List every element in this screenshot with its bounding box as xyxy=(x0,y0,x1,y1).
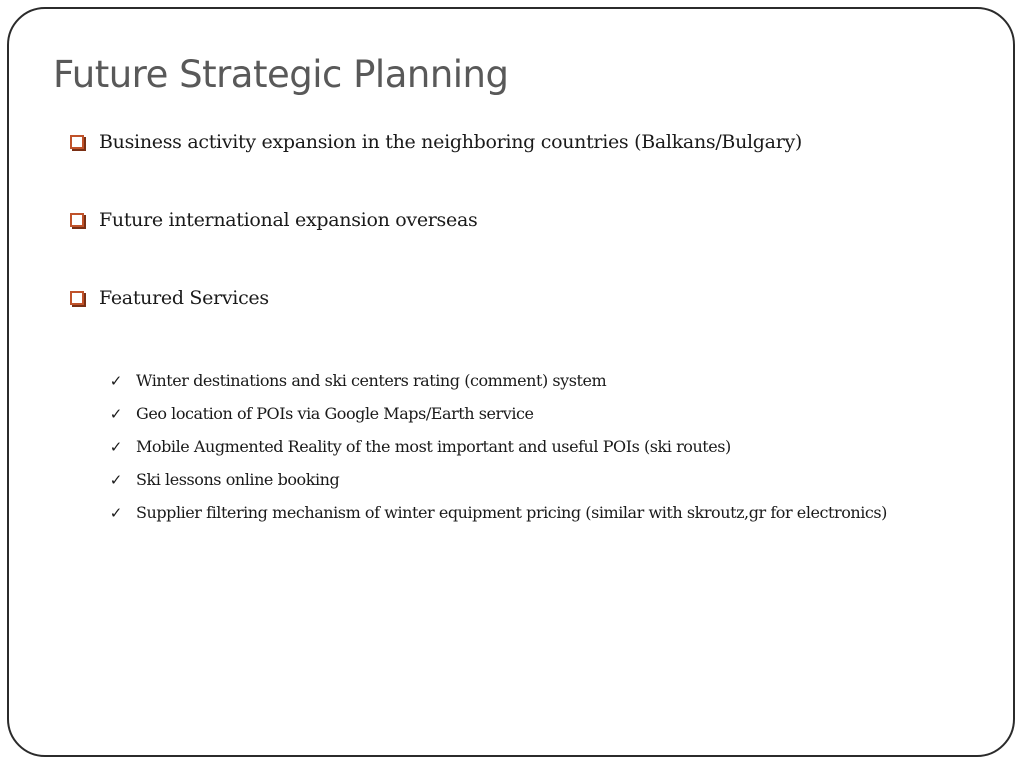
square-bullet-icon xyxy=(70,291,84,305)
bullet-text: Future international expansion overseas xyxy=(99,209,478,231)
bullet-text: Business activity expansion in the neighboring countries (Balkans/Bulgary) xyxy=(99,131,803,153)
bullet-text: Featured Services xyxy=(99,287,269,309)
sub-bullet-text: Ski lessons online booking xyxy=(136,470,340,489)
bullet-item xyxy=(67,283,987,313)
check-icon: ✓ xyxy=(109,470,123,489)
sub-bullet-item xyxy=(109,430,1009,463)
sub-bullet-item xyxy=(109,496,1009,529)
sub-bullet-item xyxy=(109,397,1009,430)
check-icon: ✓ xyxy=(109,404,123,423)
check-icon: ✓ xyxy=(109,371,123,390)
sub-bullet-item xyxy=(109,463,1009,496)
sub-bullet-text: Mobile Augmented Reality of the most important and useful POIs (ski routes) xyxy=(136,437,731,456)
square-bullet-icon xyxy=(70,135,84,149)
slide-frame xyxy=(7,7,1015,757)
bullet-list xyxy=(67,127,987,361)
sub-bullet-text: Winter destinations and ski centers rating (comment) system xyxy=(136,371,607,390)
check-icon: ✓ xyxy=(109,437,123,456)
sub-bullet-text: Geo location of POIs via Google Maps/Earth service xyxy=(136,404,534,423)
check-icon: ✓ xyxy=(109,503,123,522)
sub-bullet-text: Supplier filtering mechanism of winter equipment pricing (similar with skroutz,gr for electronics) xyxy=(136,503,887,522)
bullet-item xyxy=(67,205,987,235)
square-bullet-icon xyxy=(70,213,84,227)
bullet-item xyxy=(67,127,987,157)
sub-bullet-item xyxy=(109,364,1009,397)
slide-title: Future Strategic Planning xyxy=(53,53,509,96)
sub-bullet-list xyxy=(109,364,1009,529)
